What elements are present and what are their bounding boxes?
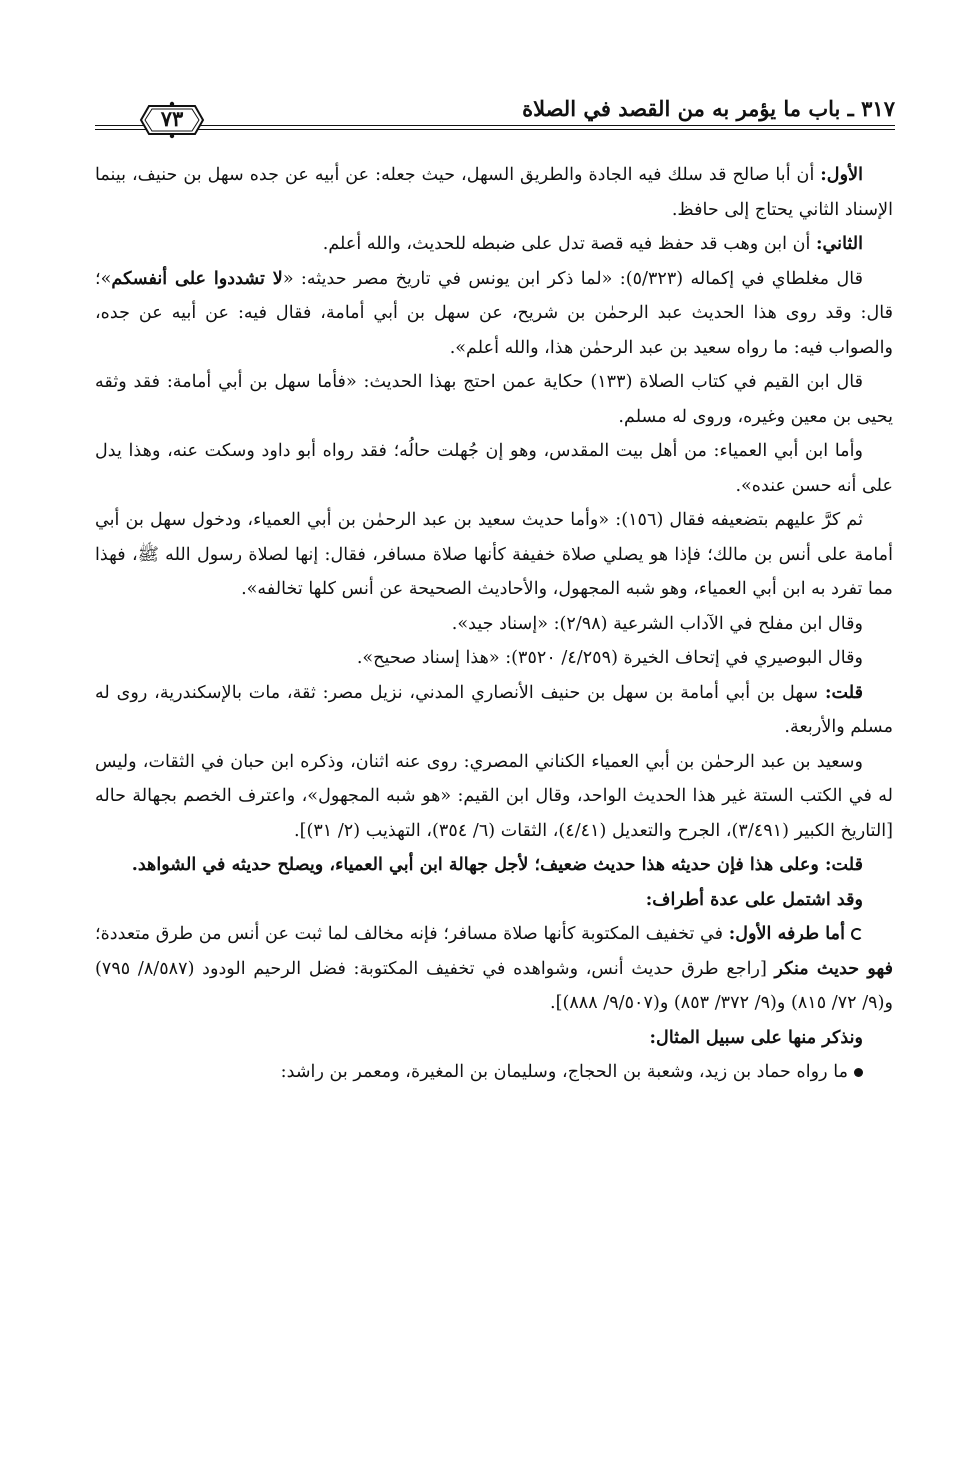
paragraph-busiri: وقال البوصيري في إتحاف الخيرة (٤/٢٥٩/ ٣٥٢٠): «هذا إسناد صحيح». [356, 648, 863, 668]
paragraph-ibn-qayyim: قال ابن القيم في كتاب الصلاة (١٣٣) حكاية عمن احتج بهذا الحديث: «فأما سهل بن أبي أمامة: فقد وثقه يحيى بن معين وغيره، وروى له مسلم. [95, 372, 893, 427]
text-second: أن ابن وهب قد حفظ فيه قصة تدل على ضبطه للحديث، والله أعلم. [322, 234, 817, 254]
paragraph-verdict: قلت: وعلى هذا فإن حديثه هذا حديث ضعيف؛ لأجل جهالة ابن أبي العمياء، ويصلح حديثه في الشواهد. [131, 854, 863, 875]
paragraph-second-reason [95, 227, 893, 262]
main-text [95, 158, 893, 1090]
text-munkar: فهو حديث منكر [774, 957, 893, 979]
hadith-quote: لا تشددوا على أنفسكم [111, 267, 283, 289]
text-first-taraf-a: في تخفيف المكتوبة كأنها صلاة مسافر؛ فإنه مخالف لما ثبت عن أنس من طرق متعددة؛ [95, 924, 729, 944]
paragraph-first-reason [95, 158, 893, 227]
text-first-taraf-c: [راجع طرق حديث أنس، وشواهده في تخفيف المكتوبة: فضل الرحيم الودود (٨/٥٨٧/ ٧٩٥) و(٩/ ٧٢/ ٨١٥) و(٩/ ٣٧٢/ ٨٥٣) و(٩/٥٠٧/ ٨٨٨)]. [95, 958, 893, 1013]
label-first: الأول: [820, 164, 863, 185]
page-number: ٧٣ [160, 106, 184, 131]
paragraph-mughlatai [95, 262, 893, 366]
paragraph-tadif: ثم كرَّ عليهم بتضعيفه فقال (١٥٦): «وأما حديث سعيد بن عبد الرحمٰن بن أبي العمياء، ودخول سهل بن أبي أمامة على أنس بن مالك؛ فإذا هو يصلي صلاة خفيفة كأنها صلاة مسافر، فقال: إنها لصلاة رسول الله ﷺ، فهذا مما تفرد به ابن أبي العمياء، وهو شبه المجهول، والأحاديث الصحيحة عن أنس كلها تخالفه». [95, 510, 893, 599]
paragraph-first-taraf [95, 917, 893, 1021]
text-mughlatai-a: قال مغلطاي في إكماله (٥/٣٢٣): «لما ذكر ابن يونس في تاريخ مصر حديثه: « [282, 268, 863, 289]
page-header [95, 92, 895, 138]
page-number-badge [127, 100, 217, 140]
paragraph-ibn-muflih: وقال ابن مفلح في الآداب الشرعية (٢/٩٨): «إسناد جيد». [451, 613, 863, 634]
paragraph-examples: ونذكر منها على سبيل المثال: [649, 1026, 863, 1048]
label-first-taraf: أما طرفه الأول: [728, 923, 845, 944]
paragraph-qultu-sahl [95, 676, 893, 745]
text-bullet: ما رواه حماد بن زيد، وشعبة بن الحجاج، وسليمان بن المغيرة، ومعمر بن راشد: [280, 1062, 848, 1082]
paragraph-atraf: وقد اشتمل على عدة أطراف: [645, 888, 863, 910]
bullet-icon [854, 1068, 863, 1077]
paragraph-ibn-abi-al-amya: وأما ابن أبي العمياء: من أهل بيت المقدس، وهو إن جُهلت حالُه؛ فقد رواه أبو داود وسكت عنه، وهذا يدل على أنه حسن عنده». [95, 441, 893, 496]
paragraph-bullet [95, 1055, 893, 1090]
text-first: أن أبا صالح قد سلك فيه الجادة والطريق السهل، حيث جعله: عن أبيه عن جده سهل بن حنيف، بينما الإسناد الثاني يحتاج إلى حافظ. [95, 165, 893, 220]
label-qultu: قلت: [824, 681, 863, 703]
label-second: الثاني: [816, 233, 863, 254]
paragraph-said: وسعيد بن عبد الرحمٰن بن أبي العمياء الكناني المصري: روى عنه اثنان، وذكره ابن حبان في الثقات، وليس له في الكتب الستة غير هذا الحديث الواحد، وقال ابن القيم: «هو شبه المجهول»، واعترف الخصم بجهالة حاله [التاريخ الكبير (٣/٤٩١)، الجرح والتعديل (٤/٤١)، الثقات (٦/ ٣٥٤)، التهذيب (٢/ ٣١)]. [95, 751, 893, 841]
chapter-title: ٣١٧ ـ باب ما يؤمر به من القصد في الصلاة [522, 96, 895, 121]
marker-icon [851, 928, 863, 940]
text-mughlatai-c: »؛ قال: وقد روى هذا الحديث عبد الرحمٰن بن شريح، عن سهل بن أبي أمامة، فقال فيه: عن أبيه عن جده، والصواب فيه: ما رواه سعيد بن عبد الرحمٰن هذا، والله أعلم». [95, 268, 893, 358]
text-qultu: سهل بن أبي أمامة بن سهل بن حنيف الأنصاري المدني، نزيل مصر: ثقة، مات بالإسكندرية، روى له مسلم والأربعة. [95, 682, 893, 737]
